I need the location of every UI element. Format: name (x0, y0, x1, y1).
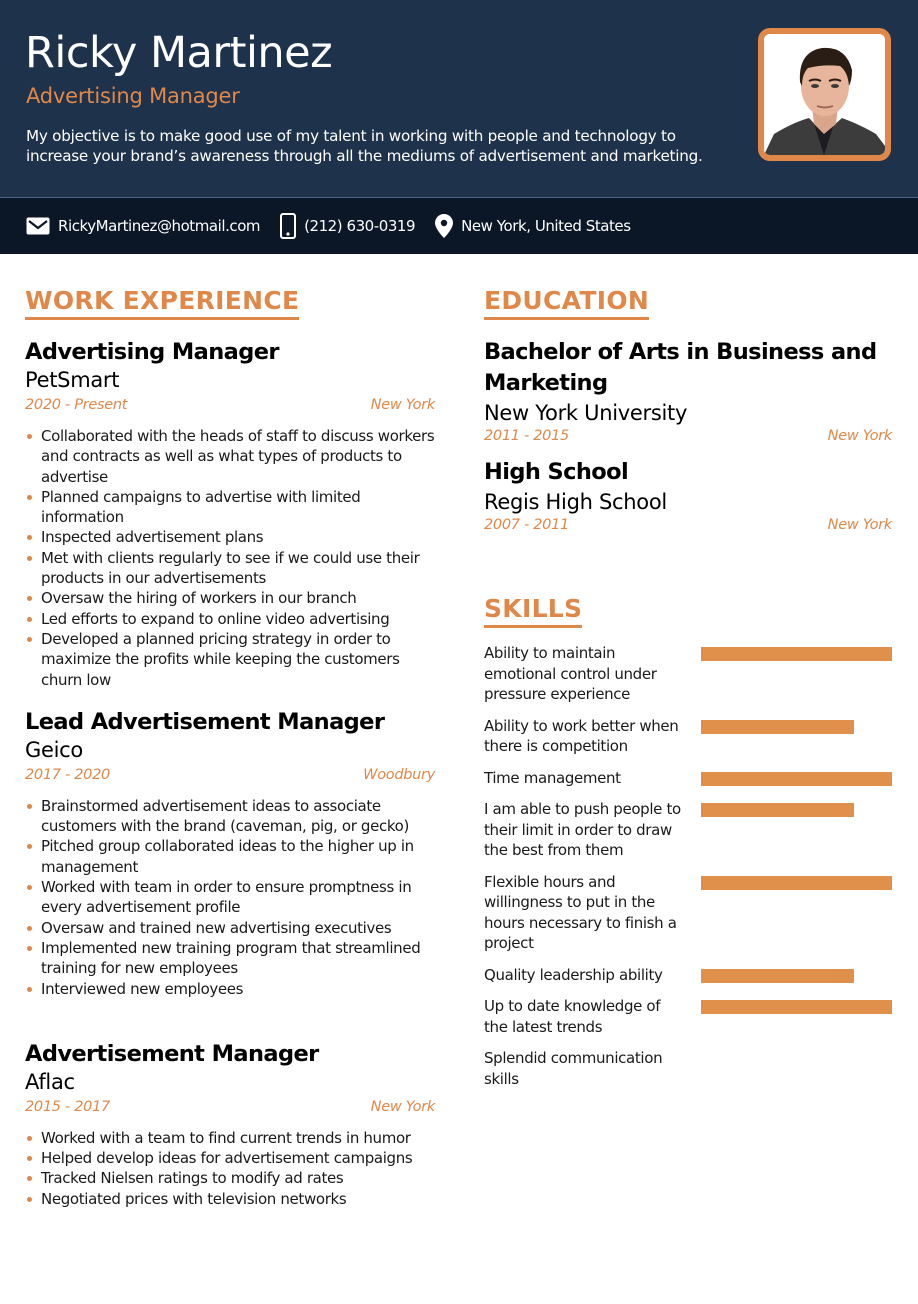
job-bullet (25, 1128, 435, 1148)
job-bullet (25, 609, 435, 629)
edu-location: New York (827, 517, 892, 533)
skill-level-bar (701, 969, 892, 983)
job-company: Aflac (25, 1069, 75, 1094)
bullet-dot-icon (27, 556, 32, 561)
bullet-dot-icon (27, 617, 32, 622)
edu-degree: High School (484, 459, 629, 485)
bullet-dot-icon (27, 804, 32, 809)
job-entry (25, 1039, 435, 1209)
job-bullet (25, 979, 435, 999)
bullet-dot-icon (27, 987, 32, 992)
bullet-dot-icon (27, 1176, 32, 1181)
bullet-text: Implemented new training program that streamlined training for new employees (41, 938, 421, 978)
edu-dates: 2011 - 2015 (484, 428, 569, 444)
job-location: New York (370, 397, 435, 413)
job-bullets (25, 796, 435, 999)
bullet-text: Helped develop ideas for advertisement campaigns (41, 1149, 413, 1168)
bullet-text: Met with clients regularly to see if we could use their products in our advertisements (41, 548, 420, 588)
contact-location (435, 214, 630, 238)
skill-level-fill (701, 876, 892, 890)
skill-row (484, 872, 892, 954)
jobs-list (25, 337, 435, 1209)
skill-row (484, 996, 892, 1037)
skill-level-bar (701, 720, 892, 734)
bullet-text: Pitched group collaborated ideas to the higher up in management (41, 837, 414, 876)
bullet-text: Inspected advertisement plans (41, 528, 264, 547)
skill-row (484, 643, 892, 705)
bullet-text: Collaborated with the heads of staff to discuss workers and contracts as well as what types of products to advertise (41, 427, 435, 486)
bullet-text: Interviewed new employees (41, 979, 244, 998)
job-title: Advertising Manager (25, 339, 279, 365)
job-bullet (25, 918, 435, 938)
bullet-text: Developed a planned pricing strategy in order to maximize the profits while keeping the customers churn low (41, 629, 400, 689)
bullet-text: Planned campaigns to advertise with limited information (41, 487, 361, 527)
skill-level-fill (701, 1000, 892, 1014)
phone-text: (212) 630-0319 (304, 217, 416, 235)
edu-meta (484, 516, 892, 534)
bullet-dot-icon (27, 1156, 32, 1161)
education-list (484, 337, 892, 534)
skill-row (484, 768, 892, 789)
skill-name: Quality leadership ability (484, 965, 663, 984)
education-entry (484, 457, 892, 534)
bullet-text: Negotiated prices with television networks (41, 1189, 347, 1208)
edu-degree: Bachelor of Arts in Business and Marketing (484, 339, 877, 396)
skill-name: Ability to maintain emotional control under pressure experience (484, 644, 657, 703)
skill-row (484, 965, 892, 986)
bullet-dot-icon (27, 1136, 32, 1141)
job-bullet (25, 938, 435, 979)
skill-name: Up to date knowledge of the latest trends (484, 997, 661, 1036)
skills-heading: SKILLS (484, 594, 582, 628)
contact-email[interactable] (26, 217, 260, 235)
job-entry (25, 337, 435, 690)
job-bullets (25, 426, 435, 690)
skills-list (484, 643, 892, 1089)
job-company: PetSmart (25, 368, 120, 392)
job-bullet (25, 487, 435, 528)
bullet-dot-icon (27, 495, 32, 500)
skill-name: Splendid communication skills (484, 1049, 663, 1088)
work-experience-column (25, 286, 435, 1209)
job-company: Geico (25, 737, 83, 762)
skill-row (484, 1048, 892, 1089)
job-meta (25, 764, 435, 786)
bullet-text: Oversaw and trained new advertising executives (41, 918, 392, 937)
phone-icon (280, 213, 296, 239)
bullet-text: Oversaw the hiring of workers in our branch (41, 589, 357, 608)
skill-level-fill (701, 803, 854, 817)
bullet-dot-icon (27, 434, 32, 439)
bullet-text: Brainstormed advertisement ideas to associate customers with the brand (caveman, pig, or gecko) (41, 796, 410, 836)
contact-bar (0, 197, 918, 254)
job-meta (25, 394, 435, 416)
right-column (484, 286, 892, 1100)
skill-level-fill (701, 647, 892, 661)
email-text: RickyMartinez@hotmail.com (58, 217, 261, 235)
skill-row (484, 716, 892, 757)
job-bullet (25, 426, 435, 487)
skill-row (484, 799, 892, 861)
objective-statement: My objective is to make good use of my talent in working with people and technology to increase your brand’s awareness through all the mediums of advertisement and marketing. (26, 127, 703, 165)
job-bullet (25, 796, 435, 837)
skills-section (484, 594, 892, 1089)
work-experience-heading: WORK EXPERIENCE (25, 286, 299, 320)
skill-level-bar (701, 772, 892, 786)
candidate-title: Advertising Manager (26, 84, 240, 108)
job-title: Lead Advertisement Manager (25, 708, 385, 735)
job-bullet (25, 588, 435, 608)
skill-name: Flexible hours and willingness to put in the hours necessary to finish a project (484, 872, 677, 952)
edu-school: Regis High School (484, 490, 667, 514)
job-dates: 2017 - 2020 (25, 766, 110, 783)
edu-location: New York (827, 428, 892, 444)
envelope-icon (26, 217, 50, 235)
skill-level-fill (701, 969, 854, 983)
resume-header (0, 0, 918, 197)
job-location: Woodbury (363, 766, 435, 783)
education-heading: EDUCATION (484, 286, 649, 320)
bullet-dot-icon (27, 637, 32, 642)
edu-dates: 2007 - 2011 (484, 517, 569, 533)
skill-level-fill (701, 772, 892, 786)
bullet-dot-icon (27, 926, 32, 931)
job-bullet (25, 527, 435, 547)
bullet-dot-icon (27, 596, 32, 601)
profile-photo (758, 28, 891, 161)
job-bullet (25, 1148, 435, 1168)
skill-level-bar (701, 876, 892, 890)
skill-name: Ability to work better when there is competition (484, 716, 679, 755)
edu-meta (484, 427, 892, 445)
bullet-text: Led efforts to expand to online video advertising (41, 609, 390, 628)
skill-level-bar (701, 1000, 892, 1014)
job-meta (25, 1096, 435, 1118)
map-pin-icon (435, 214, 453, 238)
skill-name: I am able to push people to their limit in order to draw the best from them (484, 800, 681, 859)
job-bullet (25, 1189, 435, 1209)
job-bullet (25, 1168, 435, 1188)
job-bullet (25, 836, 435, 877)
job-dates: 2015 - 2017 (25, 1098, 110, 1115)
bullet-text: Worked with team in order to ensure promptness in every advertisement profile (41, 878, 412, 917)
skill-name: Time management (484, 768, 621, 787)
bullet-dot-icon (27, 946, 32, 951)
candidate-name: Ricky Martinez (25, 28, 333, 78)
bullet-dot-icon (27, 535, 32, 540)
job-bullets (25, 1128, 435, 1209)
job-bullet (25, 629, 435, 690)
contact-phone[interactable] (280, 213, 415, 239)
job-dates: 2020 - Present (25, 397, 128, 413)
job-location: New York (370, 1098, 435, 1115)
skill-level-bar (701, 803, 892, 817)
skill-level-fill (701, 720, 854, 734)
job-bullet (25, 548, 435, 589)
bullet-dot-icon (27, 1197, 32, 1202)
education-entry (484, 337, 892, 445)
edu-school: New York University (484, 401, 688, 425)
job-bullet (25, 877, 435, 918)
job-entry (25, 707, 435, 999)
bullet-text: Tracked Nielsen ratings to modify ad rates (41, 1169, 344, 1188)
skill-level-bar (701, 1052, 892, 1066)
job-title: Advertisement Manager (25, 1040, 319, 1067)
bullet-text: Worked with a team to find current trends in humor (41, 1128, 411, 1147)
bullet-dot-icon (27, 885, 32, 890)
skill-level-bar (701, 647, 892, 661)
bullet-dot-icon (27, 844, 32, 849)
location-text: New York, United States (461, 217, 631, 235)
person-portrait-icon (764, 34, 885, 155)
